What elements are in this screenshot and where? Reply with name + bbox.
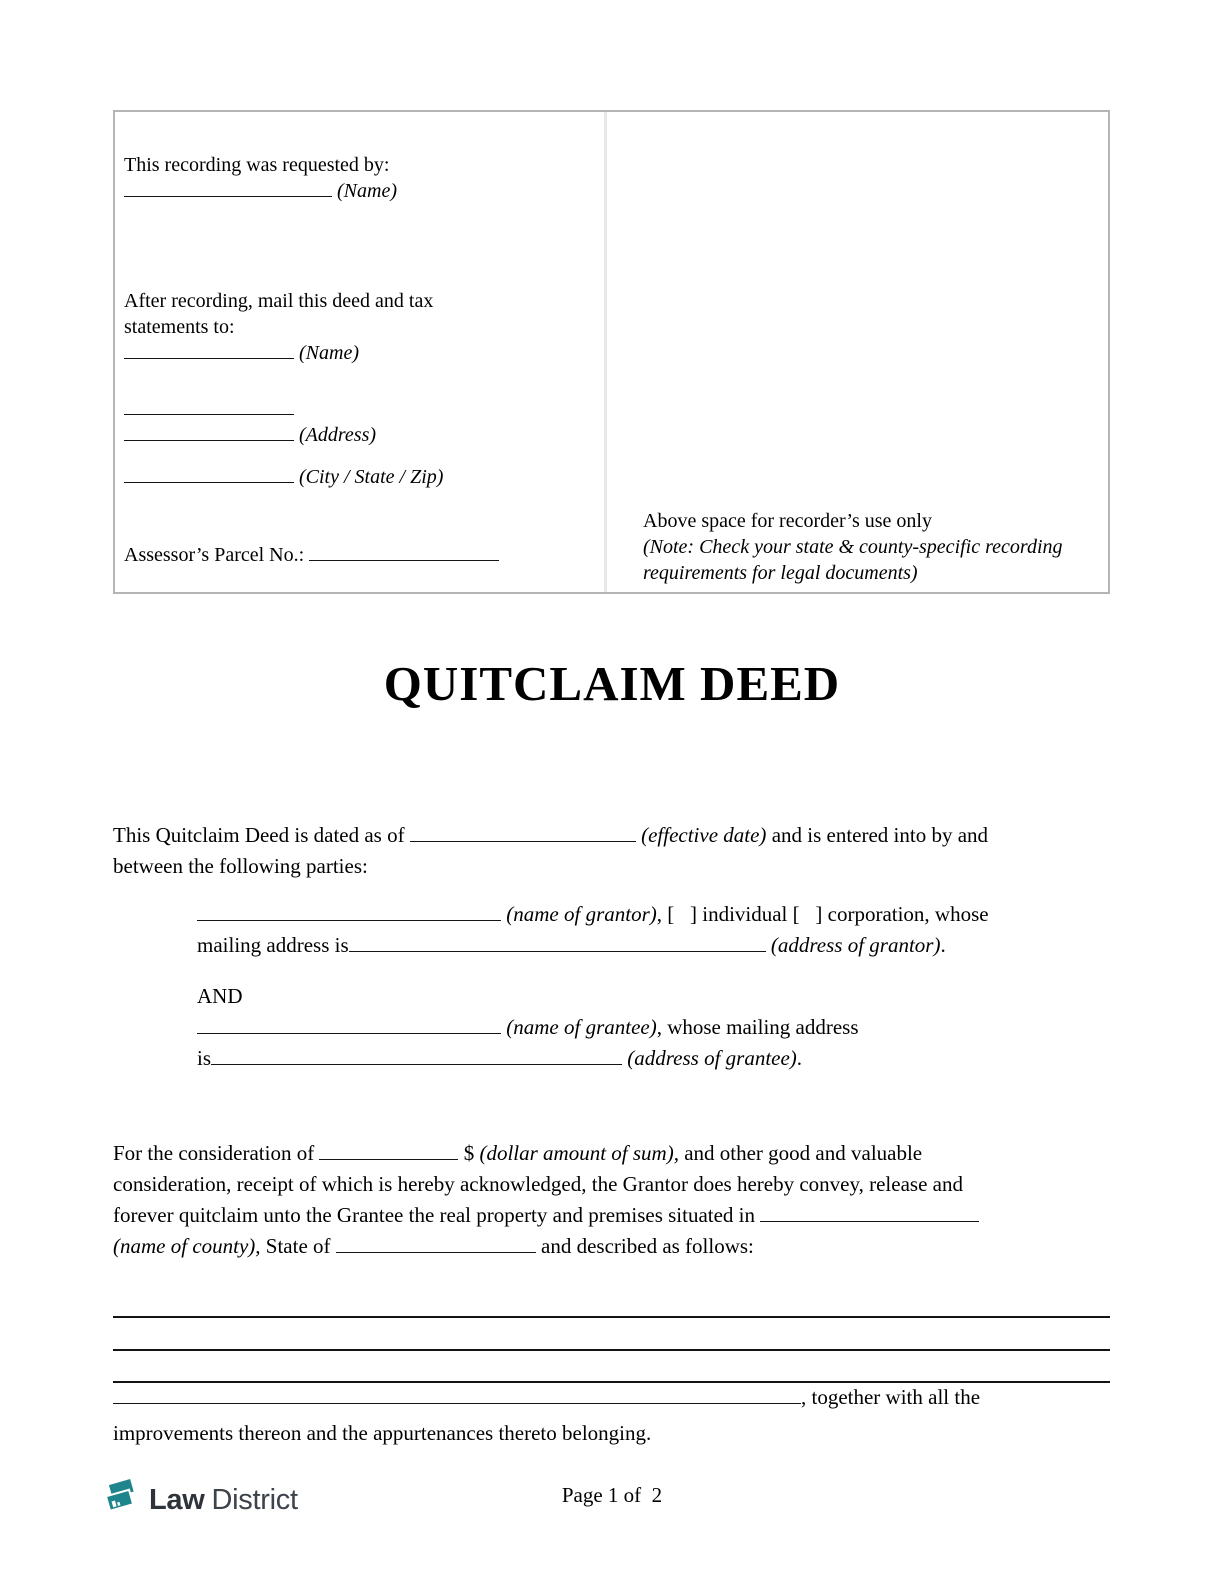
mail-name-blank: [124, 340, 596, 366]
text-segment: (Name): [299, 342, 359, 364]
description-closing-line: [113, 1418, 1110, 1449]
mail-extra-blank: [124, 396, 596, 422]
brand-name-law: Law: [149, 1484, 205, 1516]
text-segment: (Note: Check your state & county-specific recording: [643, 536, 1063, 558]
above-space-label: [643, 508, 1094, 534]
text-segment: requirements for legal documents): [643, 562, 918, 584]
text-segment: .: [796, 1046, 803, 1070]
text-segment: State of: [260, 1234, 336, 1258]
blank-field: [124, 440, 294, 441]
text-segment: (Address): [299, 424, 377, 446]
recording-note-line2: [643, 560, 1094, 586]
text-segment: $: [458, 1141, 480, 1165]
property-description-block: [113, 1290, 1110, 1449]
text-segment: (effective date): [641, 823, 767, 847]
text-segment: (address of grantor): [770, 933, 941, 957]
text-segment: (name of grantor): [506, 902, 657, 926]
blank-field: [349, 951, 766, 952]
blank-field: [336, 1252, 536, 1253]
text-segment: (dollar amount of sum),: [479, 1141, 679, 1165]
blank-field: [410, 841, 636, 842]
blank-field: [760, 1221, 979, 1222]
grantee-line2: [197, 1043, 1187, 1074]
blank-field: [197, 1033, 501, 1034]
recording-request-cell: [115, 112, 607, 592]
blank-field: [319, 1159, 458, 1160]
text-segment: AND: [197, 984, 243, 1008]
blank-field: [197, 920, 501, 921]
text-segment: (City / State / Zip): [299, 466, 444, 488]
mail-address-blank: [124, 422, 596, 448]
text-segment: forever quitclaim unto the Grantee the real property and premises situated in: [113, 1203, 761, 1227]
blank-field: [124, 196, 332, 197]
description-rule-3: [113, 1351, 1110, 1383]
consideration-line2: [113, 1169, 1183, 1200]
intro-paragraph: [113, 820, 1173, 882]
mail-city-state-zip-blank: [124, 464, 596, 490]
text-segment: (name of county),: [113, 1234, 261, 1258]
blank-field: [211, 1064, 622, 1065]
mail-deed-label-line1: [124, 288, 596, 314]
text-segment: (name of grantee): [506, 1015, 657, 1039]
recording-note-line1: [643, 534, 1094, 560]
text-segment: This recording was requested by:: [124, 154, 390, 176]
requested-by-name-blank: [124, 178, 596, 204]
text-segment: improvements thereon and the appurtenances thereto belonging.: [113, 1421, 652, 1445]
brand-name-district: District: [211, 1484, 298, 1516]
text-segment: statements to:: [124, 316, 235, 338]
intro-line2: [113, 851, 1173, 882]
assessor-parcel-line: [124, 542, 596, 568]
text-segment: Assessor’s Parcel No.:: [124, 544, 310, 566]
description-rule-1: [113, 1290, 1110, 1318]
parties-block: [197, 899, 1187, 1074]
mail-deed-label-line2: [124, 314, 596, 340]
page-number: Page 1 of 2: [561, 1483, 663, 1507]
and-label: [197, 981, 1187, 1012]
text-segment: mailing address is: [197, 933, 349, 957]
consideration-line4: [113, 1231, 1183, 1262]
text-segment: After recording, mail this deed and tax: [124, 290, 434, 312]
document-title: QUITCLAIM DEED: [383, 656, 841, 711]
recorder-use-cell: [607, 112, 1108, 592]
text-segment: .: [940, 933, 946, 957]
text-segment: Above space for recorder’s use only: [643, 510, 932, 532]
text-segment: , together with all the: [801, 1385, 981, 1409]
text-segment: This Quitclaim Deed is dated as of: [113, 823, 410, 847]
blank-field: [124, 482, 294, 483]
grantor-line2: [197, 930, 1187, 961]
blank-field: [124, 414, 294, 415]
text-segment: is: [197, 1046, 212, 1070]
text-segment: , [ ] individual [ ] corporation, whose: [656, 902, 989, 926]
blank-field: [309, 560, 499, 561]
text-segment: (address of grantee): [627, 1046, 797, 1070]
description-rule-2: [113, 1318, 1110, 1351]
grantor-line1: [197, 899, 1187, 930]
intro-line1: [113, 820, 1173, 851]
blank-field: [113, 1403, 801, 1404]
requested-by-label: [124, 152, 596, 178]
text-segment: For the consideration of: [113, 1141, 320, 1165]
text-segment: between the following parties:: [113, 854, 368, 878]
consideration-line1: [113, 1138, 1183, 1169]
recorder-header-box: [113, 110, 1110, 594]
grantee-line1: [197, 1012, 1187, 1043]
text-segment: and is entered into by and: [766, 823, 989, 847]
consideration-paragraph: [113, 1138, 1183, 1262]
blank-field: [124, 358, 294, 359]
consideration-line3: [113, 1200, 1183, 1231]
description-partial-line: [113, 1383, 1110, 1412]
text-segment: (Name): [337, 180, 397, 202]
text-segment: , whose mailing address: [656, 1015, 859, 1039]
text-segment: consideration, receipt of which is hereby acknowledged, the Grantor does hereby convey, release and: [113, 1172, 963, 1196]
text-segment: and other good and valuable: [678, 1141, 923, 1165]
text-segment: and described as follows:: [535, 1234, 754, 1258]
